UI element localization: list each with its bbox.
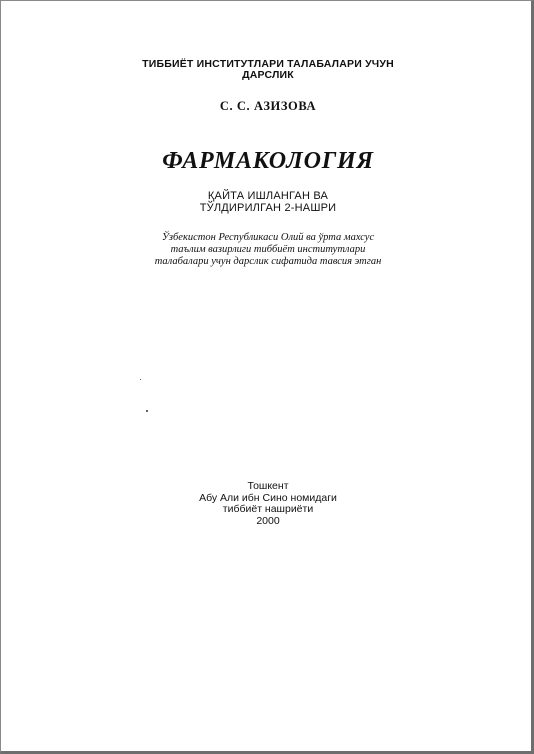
institution-line: ДАРСЛИК [242, 69, 294, 81]
institution-line: ТИББИЁТ ИНСТИТУТЛАРИ ТАЛАБАЛАРИ УЧУН [142, 58, 394, 70]
author-name: С. С. АЗИЗОВА [219, 99, 317, 113]
scan-speck [146, 410, 148, 412]
scan-speck [140, 379, 141, 380]
approval-line: талабалари учун дарслик сифатида тавсия этган [154, 256, 382, 267]
imprint-year: 2000 [256, 514, 280, 527]
imprint-publisher-line: тиббиёт нашриёти [222, 503, 314, 515]
imprint-city: Тошкент [247, 480, 289, 492]
approval-note [1, 232, 534, 268]
approval-line: Ўзбекистон Республикаси Олий ва ўрта махсус [161, 232, 375, 243]
approval-line: таълим вазирлиги тиббиёт институтлари [170, 244, 366, 255]
institution-heading [1, 59, 534, 81]
edition-note [1, 190, 534, 214]
book-title: ФАРМАКОЛОГИЯ [162, 148, 374, 174]
edition-line: ҚАЙТА ИШЛАНГАН ВА [207, 190, 329, 202]
edition-line: ТЎЛДИРИЛГАН 2-НАШРИ [199, 202, 337, 214]
imprint-publisher-line: Абу Али ибн Сино номидаги [199, 491, 337, 504]
publisher-imprint [1, 481, 534, 527]
